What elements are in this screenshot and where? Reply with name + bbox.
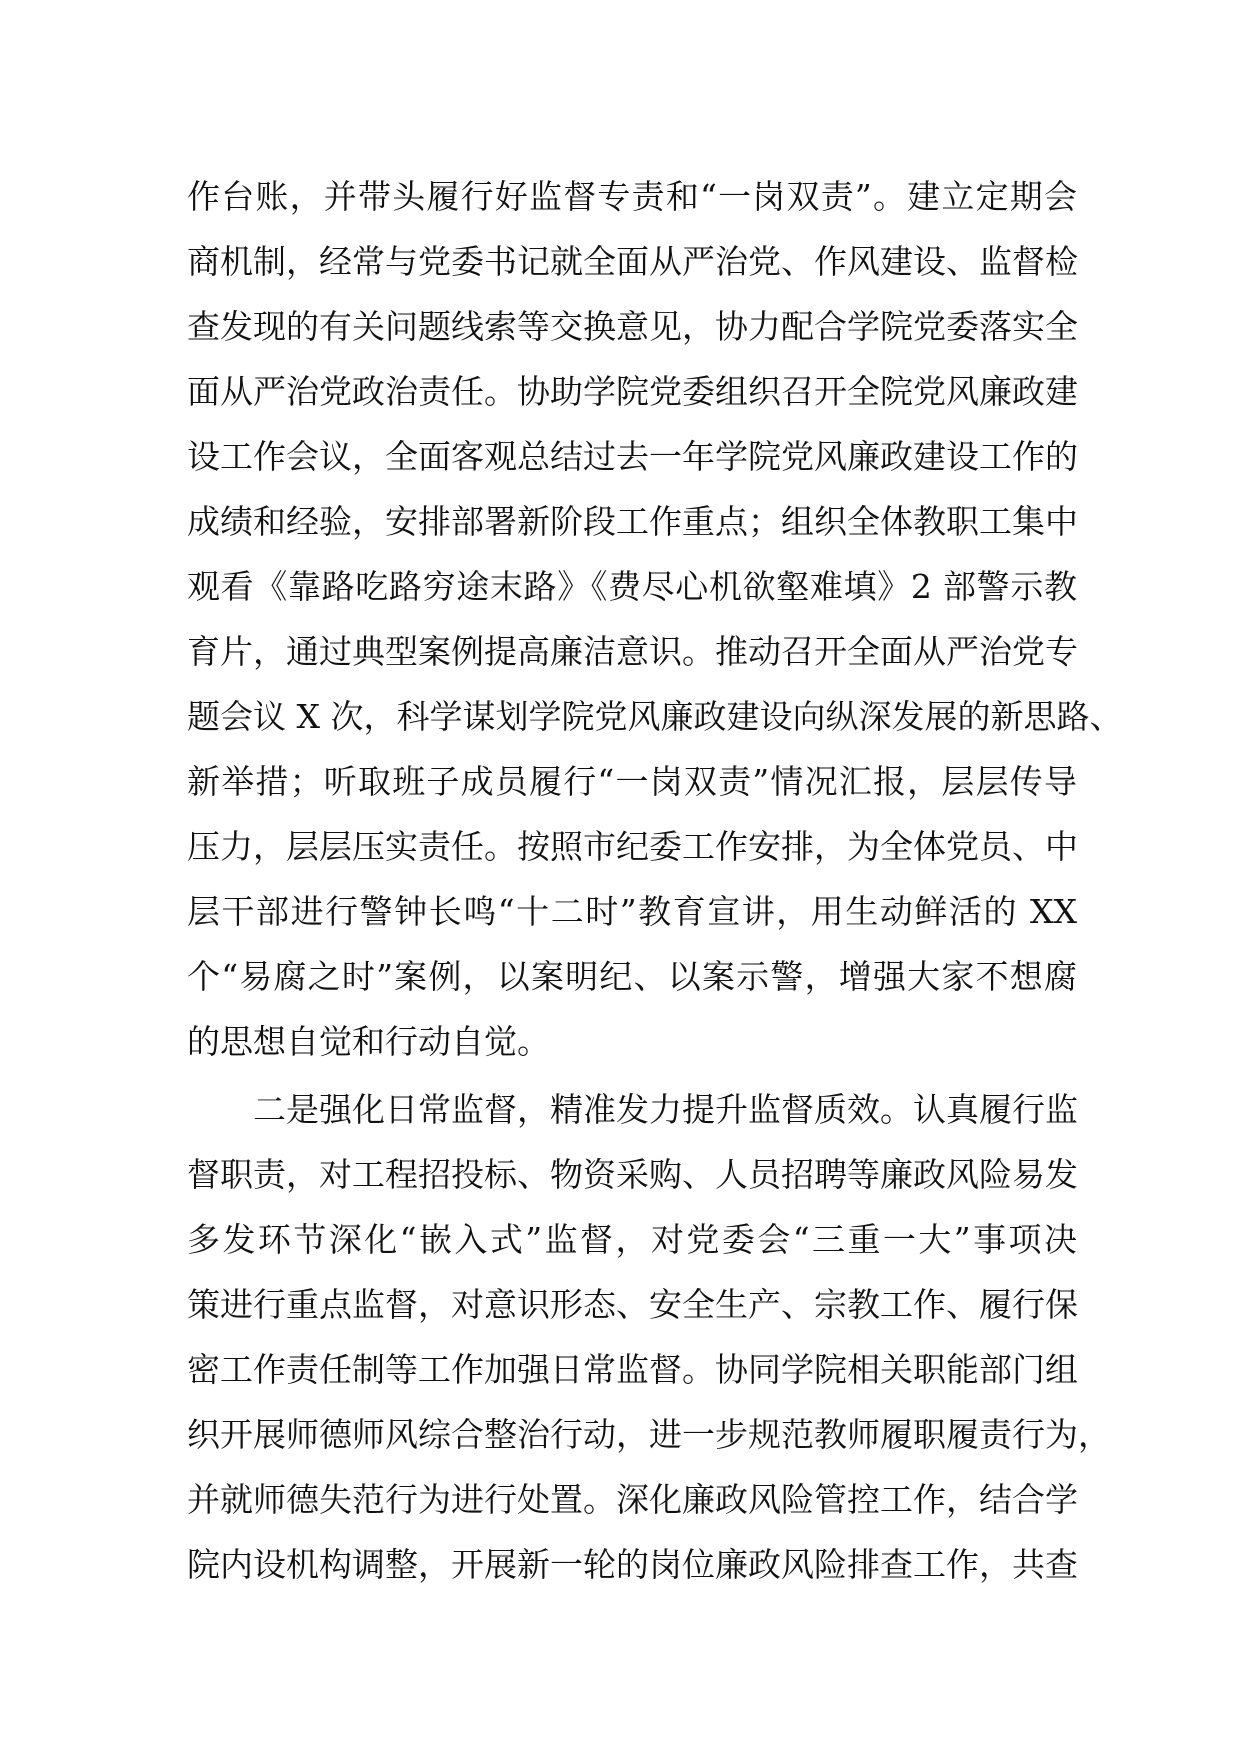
text-line: 督职责，对工程招投标、物资采购、人员招聘等廉政风险易发 (187, 1155, 1078, 1194)
text-line: 的思想自觉和行动自觉。 (187, 1022, 550, 1061)
text-line: 观看《靠路吃路穷途末路》《费尽心机欲壑难填》2 部警示教 (187, 567, 1077, 606)
text-line: 织开展师德师风综合整治行动，进一步规范教师履职履责行为， (187, 1415, 1111, 1454)
text-line: 策进行重点监督，对意识形态、安全生产、宗教工作、履行保 (187, 1285, 1078, 1324)
text-line: 压力，层层压实责任。按照市纪委工作安排，为全体党员、中 (187, 827, 1078, 866)
text-line: 育片，通过典型案例提高廉洁意识。推动召开全面从严治党专 (187, 632, 1078, 671)
paragraph-1 (187, 164, 1123, 1074)
text-line: 二是强化日常监督，精准发力提升监督质效。认真履行监 (253, 1090, 1078, 1129)
text-line: 多发环节深化“嵌入式”监督，对党委会“三重一大”事项决 (187, 1220, 1077, 1259)
text-line: 商机制，经常与党委书记就全面从严治党、作风建设、监督检 (187, 242, 1078, 281)
text-line: 查发现的有关问题线索等交换意见，协力配合学院党委落实全 (187, 307, 1078, 346)
text-line: 层干部进行警钟长鸣“十二时”教育宣讲，用生动鲜活的 XX (187, 892, 1077, 931)
text-line: 设工作会议，全面客观总结过去一年学院党风廉政建设工作的 (187, 437, 1078, 476)
paragraph-2 (187, 1077, 1111, 1597)
text-line: 题会议 X 次，科学谋划学院党风廉政建设向纵深发展的新思路、 (187, 697, 1123, 736)
document-body (187, 164, 1123, 1597)
text-line: 新举措；听取班子成员履行“一岗双责”情况汇报，层层传导 (187, 762, 1077, 801)
text-line: 密工作责任制等工作加强日常监督。协同学院相关职能部门组 (187, 1350, 1078, 1389)
text-line: 作台账，并带头履行好监督专责和“一岗双责”。建立定期会 (187, 177, 1077, 216)
text-line: 个“易腐之时”案例，以案明纪、以案示警，增强大家不想腐 (187, 957, 1077, 996)
text-line: 并就师德失范行为进行处置。深化廉政风险管控工作，结合学 (187, 1480, 1078, 1519)
text-line: 面从严治党政治责任。协助学院党委组织召开全院党风廉政建 (187, 372, 1078, 411)
text-line: 院内设机构调整，开展新一轮的岗位廉政风险排查工作，共查 (187, 1545, 1078, 1584)
text-line: 成绩和经验，安排部署新阶段工作重点；组织全体教职工集中 (187, 502, 1078, 541)
